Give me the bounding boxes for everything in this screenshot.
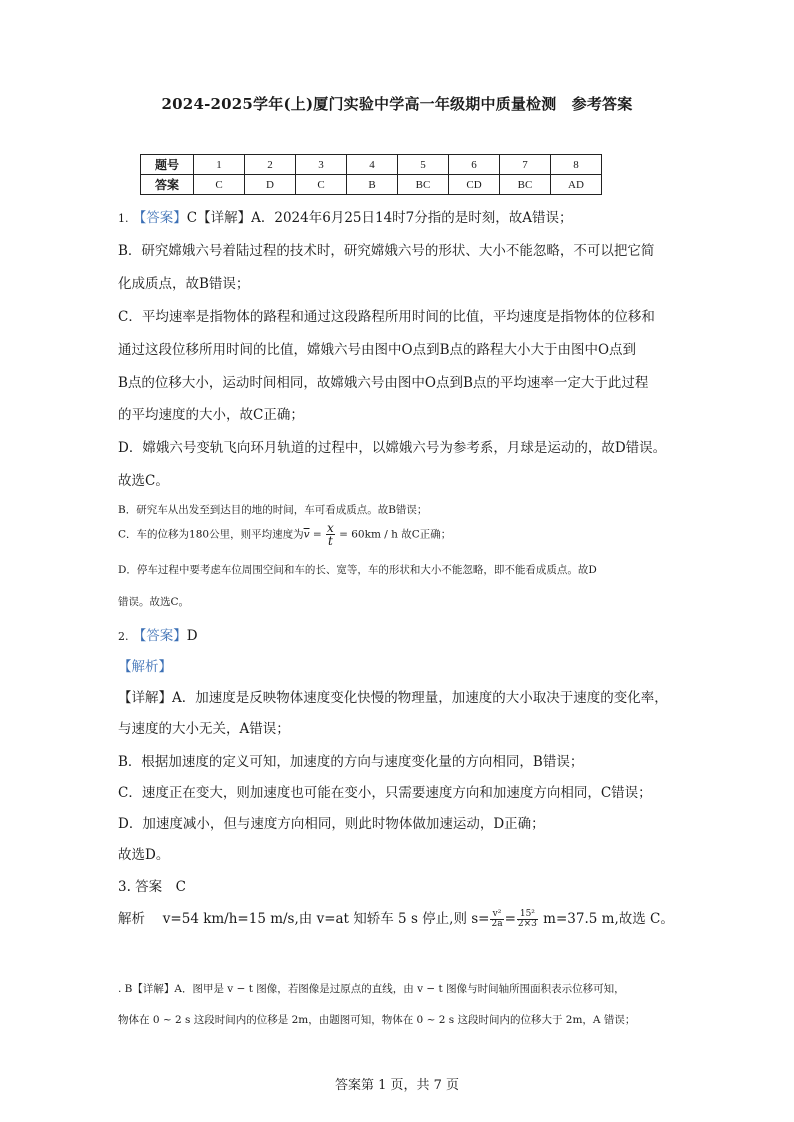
q3-pre: 解析 v=54 km/h=15 m/s,由 v=at 知轿车 5 s 停止,则 s= [118, 911, 490, 927]
q2-line-1 [118, 624, 198, 644]
answer-table [140, 154, 602, 195]
fraction-x-over-t [326, 522, 335, 547]
fraction-denominator: 2×3 [517, 919, 537, 929]
table-cell: 1 [194, 155, 245, 175]
extra-d-1: D．停车过程中要考虑车位周围空间和车的长、宽等，车的形状和大小不能忽略，即不能看成质点。故D [118, 564, 597, 576]
fraction-15sq-over-2x3 [517, 910, 538, 929]
table-cell: 3 [296, 155, 347, 175]
q3-eq: = [504, 911, 516, 927]
table-cell: 4 [347, 155, 398, 175]
q1-line-7: 的平均速度的大小，故C正确； [118, 407, 304, 423]
q2-answer: D [186, 628, 198, 644]
fraction-denominator: 2a [491, 919, 503, 929]
q2-line-7: 故选D。 [118, 847, 170, 863]
q2-line-5: C．速度正在变大，则加速度也可能在变小，只需要速度方向和加速度方向相同，C错误； [118, 785, 652, 801]
table-row-answers [141, 175, 602, 195]
fraction-numerator: x [327, 521, 334, 535]
q2-number: 2. [118, 630, 129, 643]
extra-d-2: 错误。故选C。 [118, 596, 190, 608]
q4-line-2: 物体在 0 ~ 2 s 这段时间内的位移是 2m，由题图可知，物体在 0 ~ 2 s 这段时间内的位移大于 2m，A 错误； [118, 1014, 636, 1026]
extra-c [118, 522, 451, 547]
q1-line-3: 化成质点，故B错误； [118, 276, 250, 292]
q1-answer-tag: 【答案】 [132, 210, 187, 226]
table-cell: BC [398, 175, 449, 195]
q3-line-1: 3. 答案 C [118, 879, 187, 895]
table-cell: AD [551, 175, 602, 195]
fraction-numerator: 15² [517, 910, 538, 920]
q1-line-6: B点的位移大小，运动时间相同，故嫦娥六号由图中O点到B点的平均速率一定大于此过程 [118, 375, 649, 391]
q2-line-2: 【详解】A．加速度是反映物体速度变化快慢的物理量，加速度的大小取决于速度的变化率， [118, 690, 668, 706]
page-footer: 答案第 1 页，共 7 页 [334, 1078, 460, 1093]
row-label: 答案 [141, 175, 194, 195]
table-cell: 2 [245, 155, 296, 175]
q1-line-8: D．嫦娥六号变轨飞向环月轨道的过程中，以嫦娥六号为参考系，月球是运动的，故D错误。 [118, 440, 667, 456]
q3-post: m=37.5 m,故选 C。 [538, 911, 674, 927]
table-cell: B [347, 175, 398, 195]
extra-b: B．研究车从出发至到达目的地的时间，车可看成质点。故B错误； [118, 504, 428, 516]
table-cell: C [194, 175, 245, 195]
fraction-numerator: v² [490, 910, 503, 920]
q1-number: 1. [118, 212, 129, 225]
q2-analysis-tag: 【解析】 [118, 659, 172, 675]
velocity-symbol: $\overline{v}$ [303, 528, 310, 541]
table-cell: CD [449, 175, 500, 195]
table-cell: 6 [449, 155, 500, 175]
table-cell: BC [500, 175, 551, 195]
q2-line-3: 与速度的大小无关，A错误； [118, 721, 290, 737]
table-cell: 7 [500, 155, 551, 175]
extra-c-pre: C．车的位移为180公里，则平均速度为 [118, 528, 304, 541]
table-cell: C [296, 175, 347, 195]
row-label: 题号 [141, 155, 194, 175]
q1-text: C【详解】A．2024年6月25日14时7分指的是时刻，故A错误； [186, 210, 573, 226]
q1-line-1 [118, 206, 573, 226]
q4-line-1: . B【详解】A．图甲是 v − t 图像，若图像是过原点的直线，由 v − t 图像与时间轴所围面积表示位移可知， [118, 983, 625, 995]
fraction-v2-over-2a [490, 910, 503, 929]
q1-line-5: 通过这段位移所用时间的比值，嫦娥六号由图中O点到B点的路程大小大于由图中O点到 [118, 342, 637, 358]
q1-line-9: 故选C。 [118, 473, 169, 489]
extra-c-eq: = [309, 528, 325, 541]
table-row-numbers [141, 155, 602, 175]
q1-line-4: C．平均速率是指物体的路程和通过这段路程所用时间的比值，平均速度是指物体的位移和 [118, 309, 655, 325]
table-cell: 5 [398, 155, 449, 175]
q2-line-4: B．根据加速度的定义可知，加速度的方向与速度变化量的方向相同，B错误； [118, 754, 584, 770]
fraction-denominator: t [327, 534, 333, 548]
page-title: 2024-2025学年(上)厦门实验中学高一年级期中质量检测 参考答案 [161, 95, 633, 113]
q2-line-6: D．加速度减小，但与速度方向相同，则此时物体做加速运动，D正确； [118, 816, 545, 832]
extra-c-post: = 60km / h 故C正确； [335, 528, 452, 541]
table-cell: D [245, 175, 296, 195]
q2-answer-tag: 【答案】 [132, 628, 187, 644]
table-cell: 8 [551, 155, 602, 175]
q3-line-2 [118, 907, 674, 929]
q1-line-2: B．研究嫦娥六号着陆过程的技术时，研究嫦娥六号的形状、大小不能忽略，不可以把它简 [118, 243, 655, 259]
